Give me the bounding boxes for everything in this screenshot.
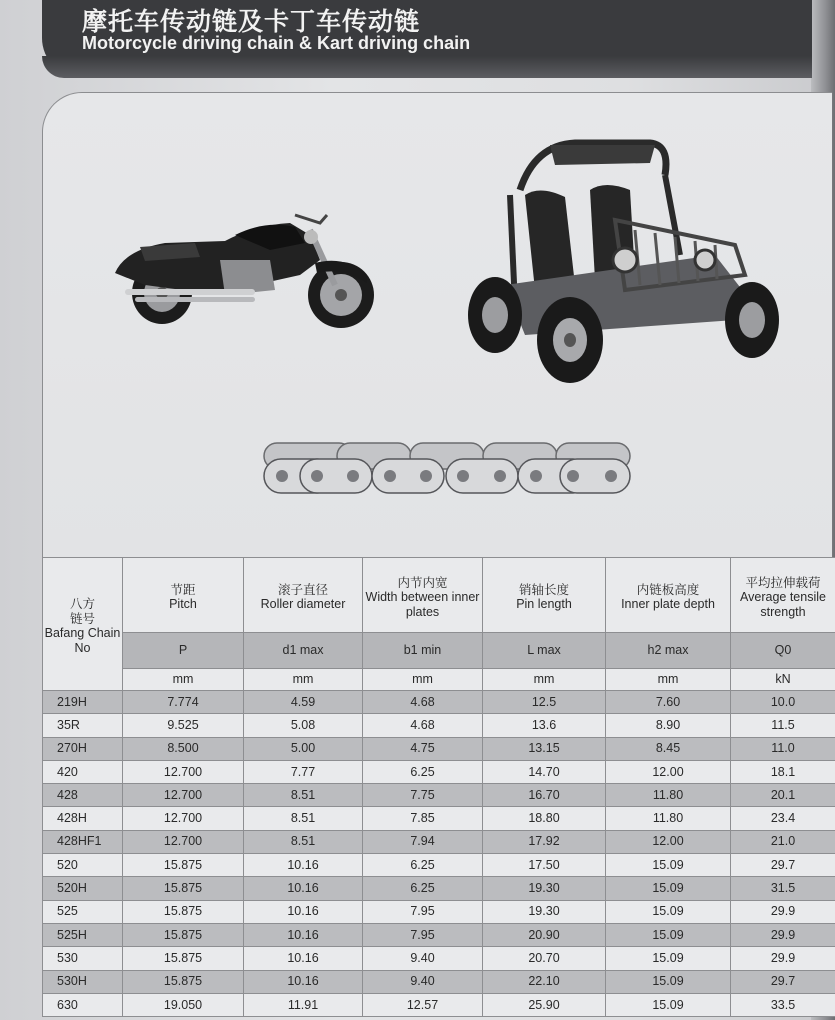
spec-value-cell: 12.00 xyxy=(606,830,731,853)
spec-value-cell: 13.15 xyxy=(483,737,606,760)
spec-value-cell: 18.80 xyxy=(483,807,606,830)
roller-chain-illustration xyxy=(260,435,635,500)
spec-value-cell: 19.050 xyxy=(123,993,244,1016)
spec-value-cell: 19.30 xyxy=(483,900,606,923)
chain-number-cell: 428 xyxy=(43,784,123,807)
spec-value-cell: 12.00 xyxy=(606,760,731,783)
spec-value-cell: 4.68 xyxy=(363,714,483,737)
spec-value-cell: 17.92 xyxy=(483,830,606,853)
col-header-tensile-strength: 平均拉伸载荷 Average tensile strength xyxy=(731,558,835,633)
spec-value-cell: 29.9 xyxy=(731,900,835,923)
chain-number-cell: 219H xyxy=(43,691,123,714)
table-row xyxy=(43,970,835,993)
spec-value-cell: 12.700 xyxy=(123,830,244,853)
spec-value-cell: 12.700 xyxy=(123,760,244,783)
spec-value-cell: 13.6 xyxy=(483,714,606,737)
spec-value-cell: 15.09 xyxy=(606,993,731,1016)
spec-value-cell: 15.875 xyxy=(123,877,244,900)
spec-value-cell: 31.5 xyxy=(731,877,835,900)
table-row xyxy=(43,807,835,830)
unit-plate-depth: mm xyxy=(606,669,731,691)
spec-value-cell: 4.68 xyxy=(363,691,483,714)
spec-value-cell: 15.09 xyxy=(606,923,731,946)
spec-value-cell: 15.09 xyxy=(606,900,731,923)
spec-value-cell: 14.70 xyxy=(483,760,606,783)
spec-value-cell: 15.875 xyxy=(123,923,244,946)
spec-value-cell: 9.525 xyxy=(123,714,244,737)
spec-value-cell: 29.7 xyxy=(731,854,835,877)
spec-value-cell: 15.875 xyxy=(123,854,244,877)
spec-value-cell: 20.70 xyxy=(483,947,606,970)
spec-value-cell: 20.1 xyxy=(731,784,835,807)
spec-value-cell: 15.09 xyxy=(606,970,731,993)
chain-number-cell: 530 xyxy=(43,947,123,970)
table-row xyxy=(43,830,835,853)
table-row xyxy=(43,784,835,807)
spec-value-cell: 15.875 xyxy=(123,947,244,970)
spec-value-cell: 17.50 xyxy=(483,854,606,877)
spec-value-cell: 12.700 xyxy=(123,784,244,807)
table-row xyxy=(43,923,835,946)
spec-value-cell: 33.5 xyxy=(731,993,835,1016)
spec-value-cell: 11.80 xyxy=(606,807,731,830)
chain-spec-rows xyxy=(43,691,835,1017)
chain-number-cell: 520 xyxy=(43,854,123,877)
spec-value-cell: 11.5 xyxy=(731,714,835,737)
spec-value-cell: 4.75 xyxy=(363,737,483,760)
chain-number-cell: 428HF1 xyxy=(43,830,123,853)
col-header-inner-width: 内节内宽 Width between inner plates xyxy=(363,558,483,633)
spec-value-cell: 6.25 xyxy=(363,877,483,900)
col-header-pitch: 节距 Pitch xyxy=(123,558,244,633)
spec-value-cell: 8.90 xyxy=(606,714,731,737)
spec-value-cell: 8.51 xyxy=(244,830,363,853)
spec-value-cell: 6.25 xyxy=(363,760,483,783)
chain-number-cell: 428H xyxy=(43,807,123,830)
symbol-roller-diameter: d1 max xyxy=(244,633,363,669)
spec-value-cell: 7.77 xyxy=(244,760,363,783)
spec-value-cell: 12.5 xyxy=(483,691,606,714)
chain-number-cell: 530H xyxy=(43,970,123,993)
spec-value-cell: 8.51 xyxy=(244,784,363,807)
spec-value-cell: 11.0 xyxy=(731,737,835,760)
table-row xyxy=(43,993,835,1016)
spec-value-cell: 20.90 xyxy=(483,923,606,946)
chain-number-cell: 270H xyxy=(43,737,123,760)
spec-value-cell: 16.70 xyxy=(483,784,606,807)
spec-value-cell: 7.94 xyxy=(363,830,483,853)
unit-pitch: mm xyxy=(123,669,244,691)
motorcycle-illustration xyxy=(105,205,380,335)
spec-value-cell: 10.16 xyxy=(244,854,363,877)
spec-value-cell: 10.16 xyxy=(244,877,363,900)
table-row xyxy=(43,714,835,737)
spec-value-cell: 10.16 xyxy=(244,947,363,970)
spec-value-cell: 15.09 xyxy=(606,854,731,877)
page-title-en: Motorcycle driving chain & Kart driving chain xyxy=(82,33,471,53)
spec-value-cell: 7.774 xyxy=(123,691,244,714)
table-row xyxy=(43,737,835,760)
spec-value-cell: 12.57 xyxy=(363,993,483,1016)
table-row xyxy=(43,760,835,783)
symbol-pin-length: L max xyxy=(483,633,606,669)
symbol-pitch: P xyxy=(123,633,244,669)
chain-number-cell: 35R xyxy=(43,714,123,737)
unit-pin-length: mm xyxy=(483,669,606,691)
spec-value-cell: 25.90 xyxy=(483,993,606,1016)
spec-value-cell: 10.16 xyxy=(244,900,363,923)
spec-value-cell: 5.00 xyxy=(244,737,363,760)
symbol-tensile-strength: Q0 xyxy=(731,633,835,669)
table-row xyxy=(43,691,835,714)
spec-value-cell: 18.1 xyxy=(731,760,835,783)
spec-value-cell: 7.95 xyxy=(363,923,483,946)
spec-value-cell: 7.95 xyxy=(363,900,483,923)
spec-value-cell: 19.30 xyxy=(483,877,606,900)
spec-value-cell: 10.16 xyxy=(244,970,363,993)
chain-spec-table xyxy=(42,557,835,1017)
kart-illustration xyxy=(465,135,785,390)
table-row xyxy=(43,854,835,877)
spec-value-cell: 7.60 xyxy=(606,691,731,714)
col-header-pin-length: 销轴长度 Pin length xyxy=(483,558,606,633)
chain-number-cell: 520H xyxy=(43,877,123,900)
spec-value-cell: 22.10 xyxy=(483,970,606,993)
spec-value-cell: 29.9 xyxy=(731,923,835,946)
spec-value-cell: 29.7 xyxy=(731,970,835,993)
spec-value-cell: 4.59 xyxy=(244,691,363,714)
spec-value-cell: 15.09 xyxy=(606,947,731,970)
col-header-roller-diameter: 滚子直径 Roller diameter xyxy=(244,558,363,633)
spec-value-cell: 15.875 xyxy=(123,970,244,993)
unit-roller-diameter: mm xyxy=(244,669,363,691)
spec-value-cell: 5.08 xyxy=(244,714,363,737)
spec-value-cell: 10.16 xyxy=(244,923,363,946)
spec-value-cell: 8.500 xyxy=(123,737,244,760)
spec-value-cell: 6.25 xyxy=(363,854,483,877)
chain-number-cell: 630 xyxy=(43,993,123,1016)
unit-tensile-strength: kN xyxy=(731,669,835,691)
spec-value-cell: 23.4 xyxy=(731,807,835,830)
symbol-plate-depth: h2 max xyxy=(606,633,731,669)
spec-value-cell: 21.0 xyxy=(731,830,835,853)
spec-value-cell: 15.09 xyxy=(606,877,731,900)
col-header-plate-depth: 内链板高度 Inner plate depth xyxy=(606,558,731,633)
page-title-cn: 摩托车传动链及卡丁车传动链 xyxy=(82,7,421,36)
spec-value-cell: 7.85 xyxy=(363,807,483,830)
spec-value-cell: 9.40 xyxy=(363,970,483,993)
table-row xyxy=(43,947,835,970)
spec-value-cell: 10.0 xyxy=(731,691,835,714)
unit-inner-width: mm xyxy=(363,669,483,691)
spec-value-cell: 8.45 xyxy=(606,737,731,760)
table-row xyxy=(43,877,835,900)
col-header-chain-no: 八方 链号 Bafang Chain No xyxy=(43,558,123,691)
symbol-inner-width: b1 min xyxy=(363,633,483,669)
spec-value-cell: 29.9 xyxy=(731,947,835,970)
spec-value-cell: 11.80 xyxy=(606,784,731,807)
table-row xyxy=(43,900,835,923)
spec-value-cell: 9.40 xyxy=(363,947,483,970)
spec-value-cell: 11.91 xyxy=(244,993,363,1016)
chain-number-cell: 525H xyxy=(43,923,123,946)
chain-number-cell: 525 xyxy=(43,900,123,923)
chain-number-cell: 420 xyxy=(43,760,123,783)
spec-value-cell: 15.875 xyxy=(123,900,244,923)
spec-value-cell: 8.51 xyxy=(244,807,363,830)
spec-value-cell: 12.700 xyxy=(123,807,244,830)
spec-value-cell: 7.75 xyxy=(363,784,483,807)
